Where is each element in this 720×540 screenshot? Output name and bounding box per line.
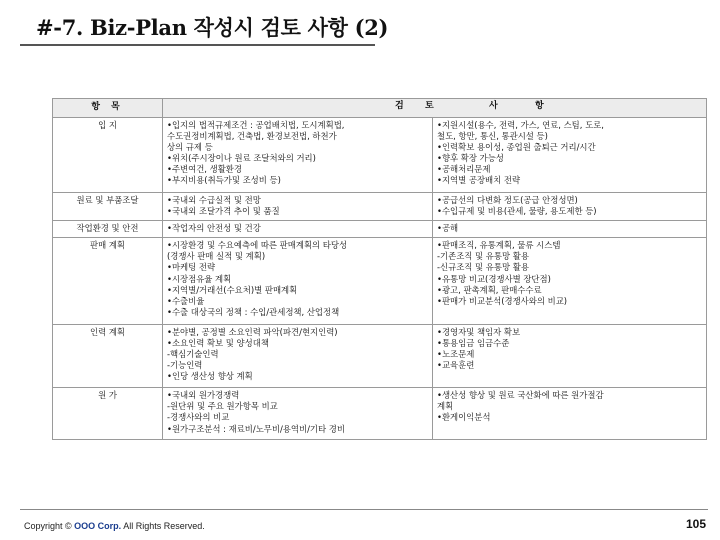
header-item: 항 목 <box>53 99 163 118</box>
review-line: •국내외 조달가격 추이 및 품질 <box>167 206 280 217</box>
header-review-char: 검 <box>395 101 404 111</box>
review-line: •주변여건, 생활환경 <box>167 164 242 175</box>
review-line: •작업자의 안전성 및 건강 <box>167 223 261 234</box>
review-line: •수출 대상국의 정책 : 수입/관세정책, 산업정책 <box>167 306 340 317</box>
table-header-row <box>53 99 707 118</box>
footer-divider <box>20 509 708 510</box>
row-item-label: 인력 계획 <box>53 324 163 387</box>
review-line: •공해 <box>437 223 459 234</box>
review-line: •향후 확장 가능성 <box>437 153 504 164</box>
row-item-label: 원료 및 부품조달 <box>53 192 163 220</box>
review-line: •유통망 비교(경쟁사별 장단점) <box>437 273 551 284</box>
review-line: •지원시설(용수, 전력, 가스, 연료, 스팀, 도로, <box>437 120 604 130</box>
row-item-label: 입 지 <box>53 118 163 193</box>
review-line: 상의 규제 등 <box>167 142 213 153</box>
review-line: •판매가 비교분석(경쟁사와의 비교) <box>437 295 568 306</box>
review-line: •교육훈련 <box>437 360 475 371</box>
review-line: •통용임금 임금수준 <box>437 337 510 348</box>
page-title: #-7. Biz-Plan 작성시 검토 사항 (2) <box>36 15 389 40</box>
review-line: •환게이익분석 <box>437 412 491 423</box>
row-left-cell <box>163 221 433 238</box>
review-line: (경쟁사 판매 실적 및 계획) <box>167 251 266 262</box>
row-right-cell <box>433 388 707 440</box>
review-line: •지역별/거래선(수요처)별 판매계획 <box>167 284 298 295</box>
review-line: -기능인력 <box>167 360 203 371</box>
row-item-label: 판매 계획 <box>53 238 163 325</box>
copyright-text <box>24 521 205 531</box>
table-body <box>53 118 707 440</box>
row-right-cell <box>433 118 707 193</box>
table-row <box>53 221 707 238</box>
review-table-container <box>52 98 706 440</box>
header-review-char: 토 <box>425 101 434 111</box>
row-left-cell <box>163 238 433 325</box>
row-left-cell <box>163 118 433 193</box>
page-number: 105 <box>686 517 707 531</box>
header-review-char: 사 <box>489 101 498 111</box>
header-review <box>163 99 707 118</box>
review-line: -원단위 및 주요 원가항목 비교 <box>167 401 278 412</box>
title-underline <box>20 44 375 46</box>
review-line: •수입규제 및 비용(관세, 물량, 용도제한 등) <box>437 206 597 217</box>
review-line: •국내외 수급실적 및 전망 <box>167 194 261 205</box>
review-line: •경영자및 책임자 확보 <box>437 326 521 337</box>
table-row <box>53 388 707 440</box>
review-line: -경쟁사와의 비교 <box>167 412 230 423</box>
review-line: •국내외 원가경쟁력 <box>167 390 240 401</box>
review-line: •시장환경 및 수요예측에 따른 판매계획의 타당성 <box>167 240 348 251</box>
row-right-cell <box>433 221 707 238</box>
row-left-cell <box>163 324 433 387</box>
row-item-label: 작업환경 및 안전 <box>53 221 163 238</box>
review-line: •인당 생산성 향상 계획 <box>167 371 253 382</box>
row-left-cell <box>163 388 433 440</box>
row-left-cell <box>163 192 433 220</box>
review-line: -핵심기술인력 <box>167 349 219 360</box>
review-line: •위치(주시장이나 원료 조달처와의 거리) <box>167 153 316 164</box>
row-right-cell <box>433 238 707 325</box>
row-right-cell <box>433 192 707 220</box>
row-item-label: 원 가 <box>53 388 163 440</box>
copyright-suffix: All Rights Reserved. <box>123 521 205 531</box>
review-line: •마케팅 전략 <box>167 262 216 273</box>
review-line: 수도권정비계획법, 건축법, 환경보전법, 하천가 <box>167 131 337 142</box>
review-line: •수출비율 <box>167 295 205 306</box>
review-line: 계획 <box>437 401 454 412</box>
copyright-prefix: Copyright © <box>24 521 72 531</box>
review-line: •부지비용(취득가및 조성비 등) <box>167 175 281 186</box>
row-right-cell <box>433 324 707 387</box>
review-line: 철도, 항만, 통신, 통관시설 등) <box>437 131 548 142</box>
review-line: •노조문제 <box>437 349 475 360</box>
review-line: •인력확보 용이성, 종업원 출퇴근 거리/시간 <box>437 142 596 153</box>
header-review-char: 항 <box>535 101 544 111</box>
review-line: •광고, 판촉계획, 판매수수료 <box>437 284 542 295</box>
review-line: •시장점유율 계획 <box>167 273 232 284</box>
review-line: •원가구조분석 : 재료비/노무비/용역비/기타 경비 <box>167 423 345 434</box>
review-table <box>52 98 707 440</box>
review-line: •소요인력 확보 및 양성대책 <box>167 337 269 348</box>
table-row <box>53 238 707 325</box>
review-line: •생산성 향상 및 원료 국산화에 따른 원가절감 <box>437 390 604 401</box>
company-name: OOO Corp. <box>74 521 122 531</box>
review-line: •판매조직, 유통계획, 물류 시스템 <box>437 240 561 251</box>
table-row <box>53 324 707 387</box>
table-row <box>53 118 707 193</box>
review-line: •입지의 법적규제조건 : 공업배치법, 도시계획법, <box>167 120 345 130</box>
table-row <box>53 192 707 220</box>
review-line: -기존조직 및 유통망 활용 <box>437 251 529 262</box>
review-line: -신규조직 및 유통망 활용 <box>437 262 529 273</box>
review-line: •공급선의 다변화 정도(공급 안정성면) <box>437 194 578 205</box>
review-line: •공해처리문제 <box>437 164 491 175</box>
review-line: •분야별, 공정별 소요인력 파악(파견/현지인력) <box>167 326 338 337</box>
review-line: •지역별 공장배치 전략 <box>437 175 521 186</box>
